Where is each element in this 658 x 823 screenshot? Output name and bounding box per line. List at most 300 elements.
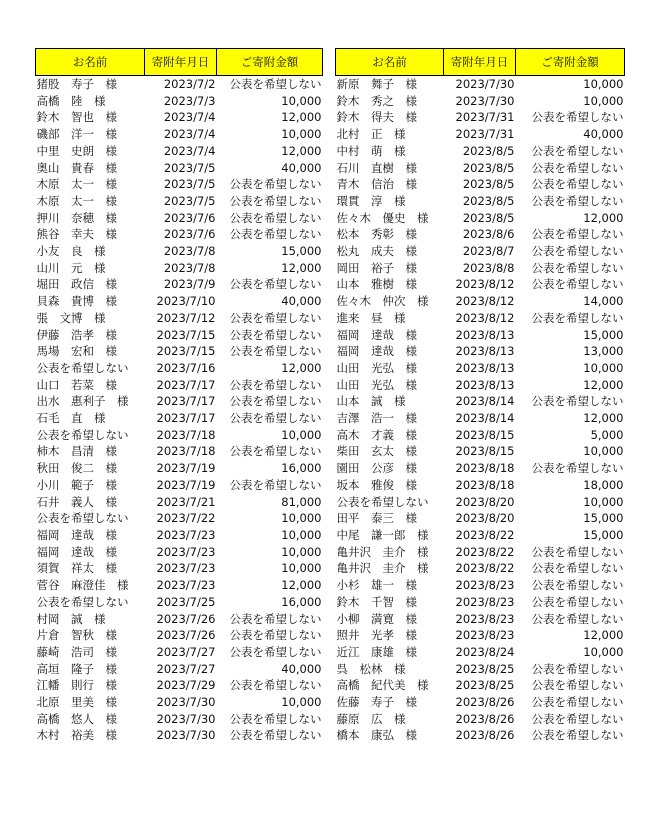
amount-header: ご寄附金額 bbox=[217, 49, 323, 76]
donor-name-cell: 北原 里美 様 bbox=[36, 695, 117, 710]
donor-name-cell: 小友 良 様 bbox=[36, 244, 106, 259]
donor-name-cell: 片倉 智秋 様 bbox=[36, 628, 117, 643]
donation-amount-cell: 10,000 bbox=[583, 494, 624, 509]
donor-name-cell: 山川 元 様 bbox=[36, 260, 106, 275]
donation-date-cell: 2023/8/23 bbox=[455, 594, 515, 609]
donation-amount-cell: 12,000 bbox=[281, 110, 322, 125]
donation-amount-cell: 公表を希望しない bbox=[229, 628, 322, 643]
donation-date-cell: 2023/7/30 bbox=[455, 77, 515, 91]
donation-amount-cell: 10,000 bbox=[281, 544, 322, 559]
donation-amount-cell: 16,000 bbox=[281, 461, 322, 476]
table-row bbox=[36, 611, 323, 628]
donor-name-cell: 近江 康雄 様 bbox=[336, 644, 417, 659]
donor-name-cell: 福岡 達哉 様 bbox=[336, 327, 417, 342]
donor-name-cell: 吉澤 浩一 様 bbox=[336, 411, 417, 426]
donation-date-cell: 2023/7/19 bbox=[156, 477, 216, 492]
table-row bbox=[36, 243, 323, 260]
rows-right bbox=[336, 76, 625, 745]
table-row bbox=[336, 176, 625, 193]
donor-name-cell: 北村 正 様 bbox=[336, 127, 406, 142]
donation-amount-cell: 公表を希望しない bbox=[229, 377, 322, 392]
rows-left bbox=[36, 76, 323, 745]
donation-date-cell: 2023/7/29 bbox=[156, 678, 216, 693]
donor-name-cell: 小川 範子 様 bbox=[36, 477, 117, 492]
donor-name-cell: 公表を希望しない bbox=[36, 360, 129, 375]
donor-name-cell: 亀井沢 圭介 様 bbox=[336, 544, 429, 559]
table-row bbox=[36, 276, 323, 293]
donation-amount-cell: 公表を希望しない bbox=[531, 561, 624, 576]
donor-name-cell: 呉 松林 様 bbox=[336, 661, 406, 676]
table-row bbox=[36, 577, 323, 594]
donation-amount-cell: 12,000 bbox=[583, 411, 624, 426]
donor-name-cell: 公表を希望しない bbox=[36, 427, 129, 442]
donation-date-cell: 2023/8/6 bbox=[462, 227, 515, 242]
donor-name-cell: 鈴木 得夫 様 bbox=[336, 110, 417, 125]
table-row bbox=[36, 661, 323, 678]
table-row bbox=[36, 560, 323, 577]
donor-name-cell: 村岡 誠 様 bbox=[36, 611, 106, 626]
donation-amount-cell: 10,000 bbox=[281, 527, 322, 542]
table-row bbox=[336, 377, 625, 394]
table-row bbox=[36, 460, 323, 477]
donation-date-cell: 2023/8/14 bbox=[455, 394, 515, 409]
donation-amount-cell: 公表を希望しない bbox=[229, 277, 322, 292]
donation-amount-cell: 10,000 bbox=[281, 127, 322, 142]
donor-name-cell: 鈴木 智也 様 bbox=[36, 110, 117, 125]
table-row bbox=[336, 661, 625, 678]
donation-date-cell: 2023/8/13 bbox=[455, 360, 515, 375]
table-row bbox=[336, 160, 625, 177]
table-row bbox=[336, 594, 625, 611]
donation-amount-cell: 公表を希望しない bbox=[229, 644, 322, 659]
donor-name-cell: 環貫 淳 様 bbox=[336, 193, 406, 208]
donor-name-cell: 坂本 雅俊 様 bbox=[336, 477, 417, 492]
donation-date-cell: 2023/8/26 bbox=[455, 711, 515, 726]
table-row bbox=[36, 410, 323, 427]
table-row bbox=[336, 443, 625, 460]
donation-amount-cell: 40,000 bbox=[281, 160, 322, 175]
donation-amount-cell: 公表を希望しない bbox=[229, 210, 322, 225]
table-row bbox=[36, 293, 323, 310]
donation-date-cell: 2023/8/8 bbox=[462, 260, 515, 275]
donation-amount-cell: 10,000 bbox=[583, 93, 624, 108]
donor-name-cell: 馬場 宏和 様 bbox=[36, 344, 117, 359]
donor-name-cell: 山本 雅樹 様 bbox=[336, 277, 417, 292]
donation-amount-cell: 10,000 bbox=[281, 511, 322, 526]
donation-amount-cell: 公表を希望しない bbox=[531, 143, 624, 158]
table-row bbox=[36, 360, 323, 377]
donation-date-cell: 2023/7/6 bbox=[163, 210, 216, 225]
donation-amount-cell: 公表を希望しない bbox=[531, 110, 624, 125]
table-row bbox=[36, 143, 323, 160]
donation-date-cell: 2023/7/23 bbox=[156, 544, 216, 559]
donation-amount-cell: 公表を希望しない bbox=[229, 678, 322, 693]
table-row bbox=[336, 276, 625, 293]
table-row bbox=[336, 293, 625, 310]
donation-date-cell: 2023/7/19 bbox=[156, 461, 216, 476]
table-row bbox=[36, 193, 323, 210]
donor-name-cell: 伊藤 浩孝 様 bbox=[36, 327, 117, 342]
name-header: お名前 bbox=[336, 49, 444, 76]
date-header: 寄附年月日 bbox=[444, 49, 516, 76]
table-row bbox=[336, 510, 625, 527]
table-row bbox=[336, 644, 625, 661]
table-row bbox=[36, 327, 323, 344]
donor-name-cell: 高垣 隆子 様 bbox=[36, 661, 117, 676]
donation-date-cell: 2023/8/22 bbox=[455, 527, 515, 542]
donor-name-cell: 公表を希望しない bbox=[36, 511, 129, 526]
donation-amount-cell: 10,000 bbox=[281, 427, 322, 442]
donor-name-cell: 藤崎 浩司 様 bbox=[36, 644, 117, 659]
table-row bbox=[36, 477, 323, 494]
donation-amount-cell: 40,000 bbox=[281, 294, 322, 309]
donation-date-cell: 2023/8/20 bbox=[455, 511, 515, 526]
donor-name-cell: 木原 太一 様 bbox=[36, 177, 117, 192]
donation-amount-cell: 12,000 bbox=[583, 628, 624, 643]
donor-name-cell: 須賀 祥太 様 bbox=[36, 561, 117, 576]
donor-name-cell: 松本 秀彰 様 bbox=[336, 227, 417, 242]
donation-amount-cell: 公表を希望しない bbox=[229, 711, 322, 726]
table-row bbox=[36, 76, 323, 93]
donation-amount-cell: 10,000 bbox=[583, 444, 624, 459]
donor-name-cell: 山本 誠 様 bbox=[336, 394, 406, 409]
donor-name-cell: 中尾 謙一郎 様 bbox=[336, 527, 429, 542]
donation-date-cell: 2023/8/18 bbox=[455, 477, 515, 492]
donation-date-cell: 2023/7/5 bbox=[163, 177, 216, 192]
donation-date-cell: 2023/7/18 bbox=[156, 444, 216, 459]
donation-amount-cell: 公表を希望しない bbox=[229, 193, 322, 208]
donation-date-cell: 2023/8/12 bbox=[455, 277, 515, 292]
donation-amount-cell: 12,000 bbox=[281, 360, 322, 375]
table-row bbox=[336, 711, 625, 728]
table-row bbox=[336, 627, 625, 644]
donor-name-cell: 佐々木 優史 様 bbox=[336, 210, 429, 225]
donation-amount-cell: 10,000 bbox=[583, 360, 624, 375]
table-row bbox=[36, 594, 323, 611]
donation-date-cell: 2023/7/26 bbox=[156, 611, 216, 626]
donation-date-cell: 2023/7/27 bbox=[156, 644, 216, 659]
donation-date-cell: 2023/8/13 bbox=[455, 327, 515, 342]
donation-amount-cell: 13,000 bbox=[583, 344, 624, 359]
table-row bbox=[336, 193, 625, 210]
donation-date-cell: 2023/7/27 bbox=[156, 661, 216, 676]
table-row bbox=[36, 510, 323, 527]
donor-name-cell: 鈴木 千智 様 bbox=[336, 594, 417, 609]
donation-date-cell: 2023/7/23 bbox=[156, 561, 216, 576]
table-row bbox=[36, 126, 323, 143]
donor-name-cell: 公表を希望しない bbox=[36, 594, 129, 609]
donation-amount-cell: 公表を希望しない bbox=[229, 77, 322, 91]
donor-name-cell: 出水 惠利子 様 bbox=[36, 394, 129, 409]
donation-amount-cell: 公表を希望しない bbox=[229, 344, 322, 359]
donation-amount-cell: 公表を希望しない bbox=[531, 277, 624, 292]
table-row bbox=[336, 260, 625, 277]
donor-name-cell: 磯部 洋一 様 bbox=[36, 127, 117, 142]
donor-name-cell: 田平 泰三 様 bbox=[336, 511, 417, 526]
table-row bbox=[36, 494, 323, 511]
table-row bbox=[336, 577, 625, 594]
donation-date-cell: 2023/8/15 bbox=[455, 427, 515, 442]
donation-amount-cell: 公表を希望しない bbox=[229, 327, 322, 342]
donation-date-cell: 2023/7/2 bbox=[163, 77, 216, 91]
donor-name-cell: 進来 昼 様 bbox=[336, 310, 406, 325]
donation-amount-cell: 公表を希望しない bbox=[531, 177, 624, 192]
donation-date-cell: 2023/8/5 bbox=[462, 160, 515, 175]
donation-amount-cell: 15,000 bbox=[583, 327, 624, 342]
donation-date-cell: 2023/7/22 bbox=[156, 511, 216, 526]
donation-amount-cell: 公表を希望しない bbox=[531, 193, 624, 208]
header-row bbox=[336, 49, 625, 76]
donation-date-cell: 2023/8/15 bbox=[455, 444, 515, 459]
donation-amount-cell: 公表を希望しない bbox=[229, 728, 322, 743]
table-row bbox=[36, 260, 323, 277]
donation-amount-cell: 10,000 bbox=[281, 561, 322, 576]
donation-amount-cell: 公表を希望しない bbox=[229, 394, 322, 409]
donation-date-cell: 2023/8/22 bbox=[455, 544, 515, 559]
table-row bbox=[36, 343, 323, 360]
table-row bbox=[36, 727, 323, 744]
donor-name-cell: 松丸 成夫 様 bbox=[336, 244, 417, 259]
donor-name-cell: 高橋 悠人 様 bbox=[36, 711, 117, 726]
table-row bbox=[336, 694, 625, 711]
donor-name-cell: 中里 史朗 様 bbox=[36, 143, 117, 158]
donation-date-cell: 2023/7/17 bbox=[156, 377, 216, 392]
table-row bbox=[36, 694, 323, 711]
donor-name-cell: 堀田 政信 様 bbox=[36, 277, 117, 292]
donation-date-cell: 2023/7/31 bbox=[455, 127, 515, 142]
donation-amount-cell: 12,000 bbox=[281, 143, 322, 158]
donor-name-cell: 押川 奈穂 様 bbox=[36, 210, 117, 225]
table-row bbox=[336, 560, 625, 577]
header-row bbox=[36, 49, 323, 76]
donation-date-cell: 2023/8/7 bbox=[462, 244, 515, 259]
donation-date-cell: 2023/8/5 bbox=[462, 193, 515, 208]
donation-amount-cell: 12,000 bbox=[583, 377, 624, 392]
donation-date-cell: 2023/8/26 bbox=[455, 728, 515, 743]
donation-amount-cell: 公表を希望しない bbox=[229, 444, 322, 459]
donation-date-cell: 2023/7/16 bbox=[156, 360, 216, 375]
donor-name-cell: 亀井沢 圭介 様 bbox=[336, 561, 429, 576]
donation-amount-cell: 公表を希望しない bbox=[531, 394, 624, 409]
donation-amount-cell: 公表を希望しない bbox=[531, 461, 624, 476]
donor-name-cell: 柴田 玄太 様 bbox=[336, 444, 417, 459]
donation-amount-cell: 公表を希望しない bbox=[531, 160, 624, 175]
donation-date-cell: 2023/7/17 bbox=[156, 411, 216, 426]
donation-date-cell: 2023/7/4 bbox=[163, 143, 216, 158]
donation-amount-cell: 公表を希望しない bbox=[531, 695, 624, 710]
donation-date-cell: 2023/7/26 bbox=[156, 628, 216, 643]
donation-date-cell: 2023/8/5 bbox=[462, 177, 515, 192]
table-row bbox=[336, 143, 625, 160]
donation-date-cell: 2023/8/14 bbox=[455, 411, 515, 426]
donor-name-cell: 新原 舞子 様 bbox=[336, 77, 417, 91]
donation-date-cell: 2023/8/26 bbox=[455, 695, 515, 710]
donor-name-cell: 江幡 則行 様 bbox=[36, 678, 117, 693]
donation-date-cell: 2023/7/4 bbox=[163, 110, 216, 125]
donor-name-cell: 佐々木 仲次 様 bbox=[336, 294, 429, 309]
donation-amount-cell: 公表を希望しない bbox=[229, 310, 322, 325]
table-row bbox=[36, 160, 323, 177]
table-row bbox=[336, 427, 625, 444]
donor-name-cell: 奥山 貴春 様 bbox=[36, 160, 117, 175]
donation-amount-cell: 公表を希望しない bbox=[531, 711, 624, 726]
table-row bbox=[336, 76, 625, 93]
donation-date-cell: 2023/8/20 bbox=[455, 494, 515, 509]
table-row bbox=[336, 93, 625, 110]
table-row bbox=[36, 109, 323, 126]
donor-name-cell: 石毛 直 様 bbox=[36, 411, 106, 426]
donation-amount-cell: 10,000 bbox=[281, 695, 322, 710]
donation-date-cell: 2023/7/8 bbox=[163, 244, 216, 259]
donation-amount-cell: 14,000 bbox=[583, 294, 624, 309]
name-header: お名前 bbox=[36, 49, 145, 76]
table-row bbox=[336, 477, 625, 494]
donation-date-cell: 2023/8/25 bbox=[455, 678, 515, 693]
table-row bbox=[36, 677, 323, 694]
table-row bbox=[336, 460, 625, 477]
donor-name-cell: 橋本 康弘 様 bbox=[336, 728, 417, 743]
donation-amount-cell: 公表を希望しない bbox=[229, 227, 322, 242]
donor-name-cell: 公表を希望しない bbox=[336, 494, 429, 509]
donor-name-cell: 中村 萌 様 bbox=[336, 143, 406, 158]
amount-header: ご寄附金額 bbox=[516, 49, 625, 76]
donor-name-cell: 高橋 紀代美 様 bbox=[336, 678, 429, 693]
donation-amount-cell: 公表を希望しない bbox=[229, 611, 322, 626]
table-row bbox=[36, 544, 323, 561]
donation-amount-cell: 40,000 bbox=[281, 661, 322, 676]
table-row bbox=[336, 243, 625, 260]
donation-amount-cell: 15,000 bbox=[281, 244, 322, 259]
donation-date-cell: 2023/8/5 bbox=[462, 143, 515, 158]
donor-name-cell: 福岡 達哉 様 bbox=[336, 344, 417, 359]
donation-date-cell: 2023/7/17 bbox=[156, 394, 216, 409]
donation-date-cell: 2023/8/23 bbox=[455, 611, 515, 626]
donation-date-cell: 2023/8/23 bbox=[455, 628, 515, 643]
donation-table-right bbox=[335, 48, 625, 744]
donation-amount-cell: 5,000 bbox=[590, 427, 624, 442]
donor-name-cell: 照井 光孝 様 bbox=[336, 628, 417, 643]
donation-amount-cell: 公表を希望しない bbox=[531, 227, 624, 242]
donation-amount-cell: 16,000 bbox=[281, 594, 322, 609]
donor-name-cell: 山田 光弘 様 bbox=[336, 360, 417, 375]
table-row bbox=[336, 410, 625, 427]
donation-date-cell: 2023/7/25 bbox=[156, 594, 216, 609]
table-row bbox=[36, 644, 323, 661]
table-row bbox=[36, 176, 323, 193]
donor-name-cell: 石川 直樹 様 bbox=[336, 160, 417, 175]
donation-amount-cell: 公表を希望しない bbox=[531, 594, 624, 609]
donation-amount-cell: 公表を希望しない bbox=[531, 544, 624, 559]
table-row bbox=[36, 310, 323, 327]
donor-name-cell: 園田 公彦 様 bbox=[336, 461, 417, 476]
donor-name-cell: 高橋 陸 様 bbox=[36, 93, 106, 108]
donation-date-cell: 2023/8/12 bbox=[455, 294, 515, 309]
table-row bbox=[36, 393, 323, 410]
donation-date-cell: 2023/7/30 bbox=[455, 93, 515, 108]
donation-table-left bbox=[35, 48, 323, 744]
donation-amount-cell: 公表を希望しない bbox=[531, 678, 624, 693]
donor-name-cell: 貝森 貴博 様 bbox=[36, 294, 117, 309]
donor-name-cell: 菅谷 麻澄佳 様 bbox=[36, 578, 129, 593]
table-row bbox=[336, 393, 625, 410]
table-row bbox=[336, 327, 625, 344]
donor-name-cell: 秋田 俊二 様 bbox=[36, 461, 117, 476]
donation-date-cell: 2023/7/23 bbox=[156, 527, 216, 542]
donation-amount-cell: 公表を希望しない bbox=[229, 411, 322, 426]
table-row bbox=[36, 443, 323, 460]
donor-name-cell: 張 文博 様 bbox=[36, 310, 106, 325]
donation-date-cell: 2023/8/12 bbox=[455, 310, 515, 325]
donation-date-cell: 2023/8/5 bbox=[462, 210, 515, 225]
donor-name-cell: 岡田 裕子 様 bbox=[336, 260, 417, 275]
table-row bbox=[336, 310, 625, 327]
donation-amount-cell: 12,000 bbox=[281, 578, 322, 593]
donation-amount-cell: 公表を希望しない bbox=[531, 310, 624, 325]
table-row bbox=[36, 210, 323, 227]
donation-amount-cell: 公表を希望しない bbox=[229, 177, 322, 192]
donation-date-cell: 2023/7/21 bbox=[156, 494, 216, 509]
donor-name-cell: 石井 義人 様 bbox=[36, 494, 117, 509]
donation-amount-cell: 15,000 bbox=[583, 527, 624, 542]
table-row bbox=[336, 126, 625, 143]
donation-amount-cell: 公表を希望しない bbox=[531, 611, 624, 626]
table-row bbox=[36, 427, 323, 444]
donation-date-cell: 2023/7/30 bbox=[156, 728, 216, 743]
donation-date-cell: 2023/7/15 bbox=[156, 344, 216, 359]
donor-name-cell: 柿木 昌清 様 bbox=[36, 444, 117, 459]
table-row bbox=[336, 109, 625, 126]
table-row bbox=[36, 226, 323, 243]
table-row bbox=[36, 627, 323, 644]
donation-date-cell: 2023/7/4 bbox=[163, 127, 216, 142]
donation-date-cell: 2023/7/18 bbox=[156, 427, 216, 442]
donation-date-cell: 2023/7/23 bbox=[156, 578, 216, 593]
donor-name-cell: 熊谷 幸夫 様 bbox=[36, 227, 117, 242]
donation-date-cell: 2023/7/9 bbox=[163, 277, 216, 292]
donor-name-cell: 高木 才義 様 bbox=[336, 427, 417, 442]
donation-date-cell: 2023/7/8 bbox=[163, 260, 216, 275]
donation-date-cell: 2023/7/5 bbox=[163, 193, 216, 208]
donor-name-cell: 山口 若菜 様 bbox=[36, 377, 117, 392]
donation-date-cell: 2023/7/30 bbox=[156, 711, 216, 726]
donation-amount-cell: 公表を希望しない bbox=[531, 728, 624, 743]
donor-name-cell: 木村 裕美 様 bbox=[36, 728, 117, 743]
donation-date-cell: 2023/8/22 bbox=[455, 561, 515, 576]
donation-amount-cell: 15,000 bbox=[583, 511, 624, 526]
table-row bbox=[336, 494, 625, 511]
donation-date-cell: 2023/7/6 bbox=[163, 227, 216, 242]
donation-date-cell: 2023/7/30 bbox=[156, 695, 216, 710]
donation-date-cell: 2023/7/15 bbox=[156, 327, 216, 342]
donation-date-cell: 2023/8/24 bbox=[455, 644, 515, 659]
donor-name-cell: 福岡 達哉 様 bbox=[36, 527, 117, 542]
donation-amount-cell: 公表を希望しない bbox=[531, 244, 624, 259]
donation-date-cell: 2023/8/13 bbox=[455, 377, 515, 392]
table-row bbox=[36, 711, 323, 728]
table-row bbox=[36, 93, 323, 110]
donation-amount-cell: 公表を希望しない bbox=[531, 260, 624, 275]
donation-date-cell: 2023/7/31 bbox=[455, 110, 515, 125]
donor-name-cell: 鈴木 秀之 様 bbox=[336, 93, 417, 108]
date-header: 寄附年月日 bbox=[145, 49, 217, 76]
donation-date-cell: 2023/8/18 bbox=[455, 461, 515, 476]
donation-amount-cell: 10,000 bbox=[583, 77, 624, 91]
table-row bbox=[336, 611, 625, 628]
donor-name-cell: 佐藤 寿子 様 bbox=[336, 695, 417, 710]
donation-date-cell: 2023/8/23 bbox=[455, 578, 515, 593]
donation-amount-cell: 12,000 bbox=[281, 260, 322, 275]
table-row bbox=[336, 360, 625, 377]
